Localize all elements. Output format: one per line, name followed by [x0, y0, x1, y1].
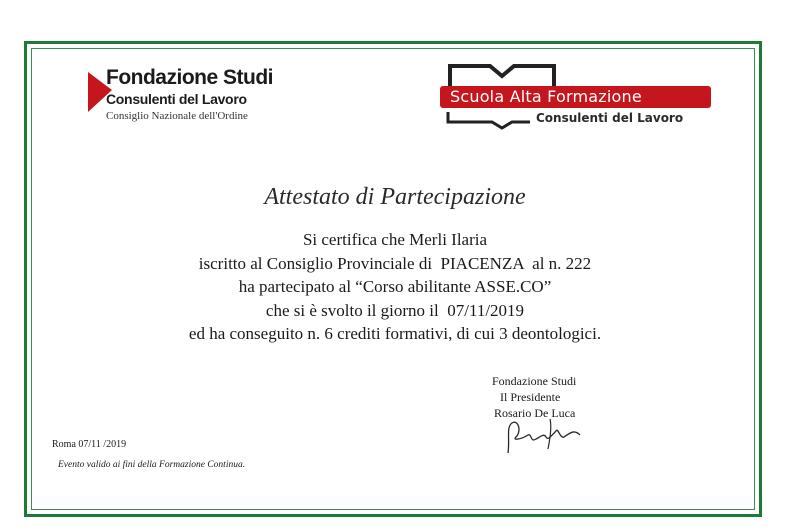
fondazione-studi-logo: [88, 66, 308, 128]
certificate-line: iscritto al Consiglio Provinciale di PIACENZA al n. 222: [198, 253, 592, 273]
logo-left-line3: Consiglio Nazionale dell'Ordine: [106, 110, 248, 122]
signature-name: Rosario De Luca: [494, 406, 576, 420]
logo-left-line2: Consulenti del Lavoro: [106, 91, 247, 107]
validity-note: Evento valido ai fini della Formazione Continua.: [58, 460, 246, 470]
signature-block: [470, 373, 630, 421]
signature-org: Fondazione Studi: [492, 374, 577, 388]
logo-right-band: [440, 86, 711, 108]
signature-role: Il Presidente: [500, 390, 561, 404]
certificate-body: [0, 228, 790, 346]
scuola-alta-formazione-logo: [440, 62, 720, 132]
certificate-title: Attestato di Partecipazione: [264, 184, 526, 210]
issue-date: Roma 07/11 /2019: [52, 439, 127, 450]
logo-right-band-text: Scuola Alta Formazione: [450, 87, 642, 106]
certificate-line: che si è svolto il giorno il 07/11/2019: [265, 300, 525, 320]
logo-left-line1: Fondazione Studi: [106, 66, 273, 89]
certificate-line: Si certifica che Merli Ilaria: [302, 230, 488, 249]
logo-right-subtitle: Consulenti del Lavoro: [536, 111, 684, 125]
certificate-line: ha partecipato al “Corso abilitante ASSE.CO”: [238, 277, 552, 296]
certificate-line: ed ha conseguito n. 6 crediti formativi, di cui 3 deontologici.: [188, 324, 602, 343]
handwritten-signature: [500, 409, 590, 459]
